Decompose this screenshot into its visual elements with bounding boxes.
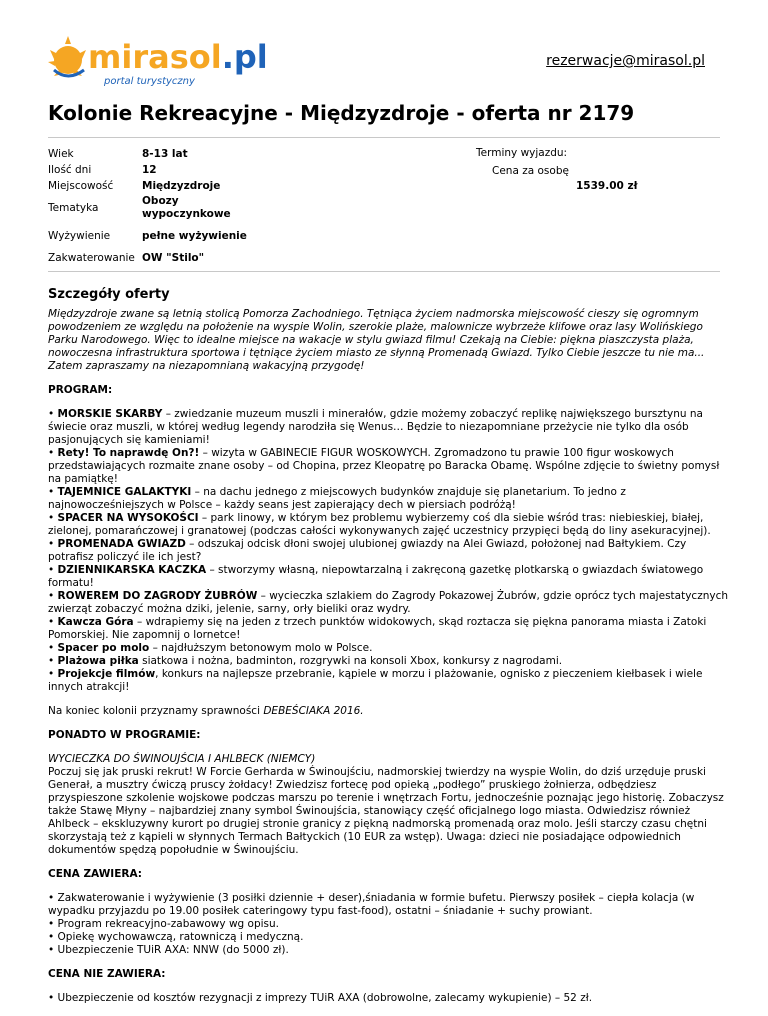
title-divider (48, 137, 720, 138)
fact-row-days (48, 162, 262, 178)
program-item: • SPACER NA WYSOKOŚCI – park linowy, w którym bez problemu wybierzemy coś dla siebie wśród tras: niebieskiej, białej, zielonej, pomarańczowej i granatowej (podczas całości wykonywanych zajęć uczestnicy przypięci będą do liny asekuracyjnej). (48, 512, 711, 537)
fact-label: Zakwaterowanie (48, 251, 135, 264)
program-item: • Kawcza Góra – wdrapiemy się na jeden z trzech punktów widokowych, skąd roztacza się piękna panorama miasta i Zatoki Pomorskiej. Nie zapomnij o lornetce! (48, 616, 707, 641)
list-item: • Ubezpieczenie TUiR AXA: NNW (do 5000 zł). (48, 944, 289, 956)
page-title: Kolonie Rekreacyjne - Międzyzdroje - oferta nr 2179 (48, 101, 635, 125)
includes-heading: CENA ZAWIERA: (48, 868, 142, 880)
fact-label: Wiek (48, 147, 74, 160)
fact-label: Wyżywienie (48, 229, 111, 242)
fact-label: Miejscowość (48, 179, 114, 192)
price-value: 1539.00 zł (576, 180, 638, 192)
fact-value: pełne wyżywienie (142, 229, 247, 242)
list-item: • Ubezpieczenie od kosztów rezygnacji z imprezy TUiR AXA (dobrowolne, zalecamy wykupienie) – 52 zł. (48, 992, 593, 1004)
list-item: • Opiekę wychowawczą, ratowniczą i medyczną. (48, 931, 304, 943)
departure-dates-label: Terminy wyjazdu: (476, 147, 568, 159)
fact-row-accommodation (48, 250, 262, 266)
program-item: • Spacer po molo – najdłuższym betonowym molo w Polsce. (48, 642, 373, 654)
program-item: • DZIENNIKARSKA KACZKA – stworzymy własną, niepowtarzalną i zakręconą gazetkę plotkarską o gwiazdach światowego formatu! (48, 564, 704, 589)
list-item: • Program rekreacyjno-zabawowy wg opisu. (48, 918, 280, 930)
section-divider (48, 271, 720, 272)
extra-heading: PONADTO W PROGRAMIE: (48, 729, 201, 741)
program-item: • Rety! To naprawdę On?! – wizyta w GABINECIE FIGUR WOSKOWYCH. Zgromadzono tu prawie 100 figur woskowych przedstawiających rozmaite znane osoby – od Chopina, przez Kleopatrę po Baracka Obamę. Wspólne zdjęcie to świetny pomysł na pamiątkę! (48, 447, 720, 485)
fact-row-age (48, 146, 262, 162)
closing-paragraph: Na koniec kolonii przyznamy sprawności DEBEŚCIAKA 2016. (48, 705, 364, 717)
includes-list (48, 892, 728, 957)
fact-value: Międzyzdroje (142, 179, 221, 192)
extra-paragraph: WYCIECZKA DO ŚWINOUJŚCIA I AHLBECK (NIEMCY) Poczuj się jak pruski rekrut! W Forcie Gerharda w Świnoujściu, nadmorskiej twierdzy na wyspie Wolin, do dziś urzęduje pruski Generał, a musztry ćwiczą pruscy żołdacy! Zwiedzisz fortecę pod opieką „podłego” pruskiego żołnierza, odbędziesz przyspieszone szkolenie wojskowe podczas marszu po terenie i wnętrzach Fortu, jednocześnie poznając jego historię. Zobaczysz także Stawę Młyny – najbardziej znany symbol Świnoujścia, stanowiący część oficjalnego logo miasta. Odwiedzisz również Ahlbeck – ekskluzywny kurort po drugiej stronie granicy z piękną nadmorską promenadą oraz molo. Jeśli starczy czasu chętni skorzystają też z kąpieli w słynnych Termach Bałtyckich (10 EUR za wstęp). Uwaga: dzieci nie posiadające odpowiednich dokumentów spędzą popołudnie w Świnoujściu. (48, 753, 724, 856)
fact-value: Obozy wypoczynkowe (142, 195, 231, 220)
fact-row-town (48, 178, 262, 194)
fact-label: Ilość dni (48, 163, 92, 176)
excludes-heading: CENA NIE ZAWIERA: (48, 968, 166, 980)
offer-details (48, 308, 728, 1016)
fact-label: Tematyka (48, 201, 99, 214)
program-heading: PROGRAM: (48, 384, 113, 396)
details-heading: Szczegóły oferty (48, 287, 170, 302)
intro-paragraph: Międzyzdroje zwane są letnią stolicą Pomorza Zachodniego. Tętniąca życiem nadmorska miejscowość cieszy się ogromnym powodzeniem ze względu na położenie na wyspie Wolin, szerokie plaże, malownicze wybrzeże klifowe oraz lasy Wolińskiego Parku Narodowego. Więc to idealne miejsce na wakacje w stylu gwiazd filmu! Czekają na Ciebie: piękna piaszczysta plaża, nowoczesna infrastruktura sportowa i tętniące życiem miasto ze słynną Promenadą Gwiazd. Tylko Ciebie jeszcze tu nie ma... Zatem zapraszamy na niezapomnianą wakacyjną przygodę! (48, 308, 705, 372)
fact-row-theme (48, 194, 262, 222)
program-item: • ROWEREM DO ZAGRODY ŻUBRÓW – wycieczka szlakiem do Zagrody Pokazowej Żubrów, gdzie oprócz tych majestatycznych zwierząt zobaczyć można dziki, jelenie, sarny, orły bieliki oraz wydry. (48, 590, 728, 615)
mirasol-logo[interactable] (46, 32, 286, 92)
logo-wordmark: mirasol.pl (88, 38, 268, 76)
list-item: • Zakwaterowanie i wyżywienie (3 posiłki dziennie + deser),śniadania w formie bufetu. Pierwszy posiłek – ciepła kolacja (w wypadku przyjazdu po 19.00 posiłek cateringowy typu fast-food), ostatni – śniadanie + suchy prowiant. (48, 892, 695, 917)
extra-title: WYCIECZKA DO ŚWINOUJŚCIA I AHLBECK (NIEMCY) (48, 753, 316, 765)
program-item: • PROMENADA GWIAZD – odszukaj odcisk dłoni swojej ulubionej gwiazdy na Alei Gwiazd, położonej nad Bałtykiem. Czy potrafisz policzyć ile ich jest? (48, 538, 687, 563)
program-item: • TAJEMNICE GALAKTYKI – na dachu jednego z miejscowych budynków znajduje się planetarium. To jedno z najnowocześniejszych w Polsce – każdy seans jest zapierający dech w piersiach podróżą! (48, 486, 626, 511)
fact-value: OW "Stilo" (142, 251, 205, 264)
logo-tagline: portal turystyczny (104, 76, 195, 87)
fact-value: 12 (142, 163, 157, 176)
program-item: • MORSKIE SKARBY – zwiedzanie muzeum muszli i minerałów, gdzie możemy zobaczyć replikę największego bursztynu na świecie oraz muszli, w której według legendy narodziła się Wenus… Będzie to niezapomniane przeżycie nie tylko dla osób pasjonujących się kamieniami! (48, 408, 703, 446)
program-item: • Plażowa piłka siatkowa i nożna, badminton, rozgrywki na konsoli Xbox, konkursy z nagrodami. (48, 655, 563, 667)
offer-facts-table (48, 146, 262, 266)
email-link[interactable]: rezerwacje@mirasol.pl (546, 53, 705, 69)
price-label: Cena za osobę (492, 165, 569, 177)
fact-value: 8-13 lat (142, 147, 188, 160)
sun-icon (48, 36, 86, 76)
program-item: • Projekcje filmów, konkurs na najlepsze przebranie, kąpiele w morzu i plażowanie, ognisko z pieczeniem kiełbasek i wiele innych atrakcji! (48, 668, 703, 693)
fact-row-board (48, 222, 262, 250)
program-list (48, 408, 728, 694)
